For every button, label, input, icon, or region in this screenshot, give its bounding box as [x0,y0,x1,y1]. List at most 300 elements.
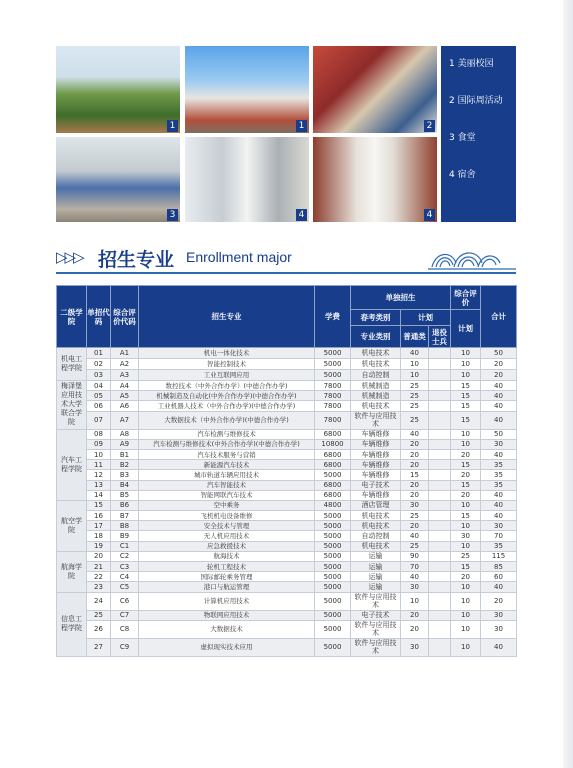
veteran-cell [429,490,451,500]
veteran-cell [429,638,451,656]
total-cell: 35 [481,480,517,490]
fee-cell: 5000 [315,470,351,480]
major-cell: 工业机器人技术（中外合作办学)(中德合作办学) [139,401,315,411]
fee-cell: 5000 [315,551,351,561]
veteran-cell [429,359,451,370]
fee-cell: 5000 [315,511,351,521]
veteran-cell [429,610,451,620]
code-cell: 23 [87,582,111,592]
plan-cell: 15 [451,460,481,470]
table-row [57,582,517,592]
category-cell: 电子技术 [351,610,401,620]
total-cell: 40 [481,511,517,521]
code-cell: 17 [87,521,111,531]
eval-code-cell: B1 [111,449,139,459]
regular-cell: 10 [401,370,429,381]
code-cell: 21 [87,562,111,572]
regular-cell: 40 [401,348,429,359]
major-cell: 轮机工程技术 [139,562,315,572]
fee-cell: 4800 [315,500,351,510]
plan-cell: 15 [451,401,481,411]
category-cell: 机电技术 [351,511,401,521]
major-cell: 应急救援技术 [139,541,315,551]
major-cell: 飞机机电设备维修 [139,511,315,521]
table-row [57,572,517,582]
fee-cell: 5000 [315,638,351,656]
eval-code-cell: C2 [111,551,139,561]
code-cell: 09 [87,439,111,449]
eval-code-cell: C3 [111,562,139,572]
header-eval-code: 综合评价代码 [111,286,139,348]
fee-cell: 6800 [315,460,351,470]
major-cell: 航海技术 [139,551,315,561]
veteran-cell [429,429,451,439]
veteran-cell [429,592,451,610]
code-cell: 19 [87,541,111,551]
veteran-cell [429,460,451,470]
eval-code-cell: C5 [111,582,139,592]
table-row [57,480,517,490]
eval-code-cell: B4 [111,480,139,490]
code-cell: 13 [87,480,111,490]
major-cell: 汽车检测与维修技术(中外合作办学)(中德合作办学) [139,439,315,449]
campus-photo [56,46,180,133]
category-cell: 机电技术 [351,541,401,551]
college-cell: 航海学院 [57,551,87,592]
header-plan2: 计划 [451,310,481,348]
college-cell: 机电工程学院 [57,348,87,381]
major-cell: 安全技术与管理 [139,521,315,531]
plan-cell: 25 [451,551,481,561]
code-cell: 18 [87,531,111,541]
code-cell: 25 [87,610,111,620]
regular-cell: 30 [401,582,429,592]
category-cell: 酒店管理 [351,500,401,510]
category-cell: 机械制造 [351,391,401,401]
total-cell: 40 [481,401,517,411]
category-cell: 自动控制 [351,531,401,541]
table-body [57,348,517,657]
code-cell: 10 [87,449,111,459]
plan-cell: 20 [451,572,481,582]
fee-cell: 10800 [315,439,351,449]
eval-code-cell: B5 [111,490,139,500]
veteran-cell [429,541,451,551]
plan-cell: 15 [451,562,481,572]
plan-cell: 10 [451,582,481,592]
eval-code-cell: C4 [111,572,139,582]
eval-code-cell: A7 [111,411,139,429]
eval-code-cell: A1 [111,348,139,359]
regular-cell: 20 [401,521,429,531]
total-cell: 40 [481,638,517,656]
eval-code-cell: A3 [111,370,139,381]
category-cell: 自动控制 [351,370,401,381]
college-cell: 航空学院 [57,500,87,551]
header-total: 合计 [481,286,517,348]
eval-code-cell: A5 [111,391,139,401]
veteran-cell [429,470,451,480]
total-cell: 40 [481,391,517,401]
total-cell: 115 [481,551,517,561]
total-cell: 30 [481,521,517,531]
major-cell: 大数据技术（中外合作办学)(中德合作办学) [139,411,315,429]
eval-code-cell: B2 [111,460,139,470]
fee-cell: 7800 [315,401,351,411]
veteran-cell [429,500,451,510]
table-row [57,500,517,510]
triple-arrow-icon: ▷▷▷ [56,248,82,266]
category-cell: 机电技术 [351,359,401,370]
total-cell: 35 [481,460,517,470]
campus-photo-grid [56,46,516,222]
code-cell: 26 [87,620,111,638]
section-title [56,243,516,273]
code-cell: 08 [87,429,111,439]
veteran-cell [429,551,451,561]
category-cell: 软件与应用技术 [351,620,401,638]
fee-cell: 7800 [315,411,351,429]
table-row [57,490,517,500]
header-fee: 学费 [315,286,351,348]
veteran-cell [429,582,451,592]
code-cell: 20 [87,551,111,561]
legend-item: 4 宿舍 [449,170,476,180]
table-row [57,638,517,656]
category-cell: 运输 [351,582,401,592]
major-cell: 新能源汽车技术 [139,460,315,470]
eval-code-cell: C1 [111,541,139,551]
header-plan: 计划 [401,310,451,326]
title-underline [56,272,516,274]
plan-cell: 10 [451,370,481,381]
regular-cell: 20 [401,620,429,638]
total-cell: 40 [481,490,517,500]
plan-cell: 20 [451,449,481,459]
fee-cell: 5000 [315,572,351,582]
plan-cell: 10 [451,439,481,449]
total-cell: 30 [481,610,517,620]
major-cell: 大数据技术 [139,620,315,638]
regular-cell: 30 [401,500,429,510]
section-title-cn: 招生专业 [98,249,175,271]
major-cell: 机械制造及自动化(中外合作办学)(中德合作办学) [139,391,315,401]
regular-cell: 25 [401,401,429,411]
major-cell: 虚拟现实技术应用 [139,638,315,656]
international-week-photo [313,46,437,133]
photo-number: 4 [296,209,307,221]
code-cell: 07 [87,411,111,429]
regular-cell: 20 [401,610,429,620]
total-cell: 35 [481,541,517,551]
plan-cell: 10 [451,521,481,531]
category-cell: 车辆维修 [351,449,401,459]
major-cell: 港口与航运管理 [139,582,315,592]
page-edge-shadow [563,0,573,768]
eval-code-cell: B8 [111,521,139,531]
photo-number: 1 [296,120,307,132]
table-row [57,381,517,391]
fee-cell: 5000 [315,562,351,572]
veteran-cell [429,562,451,572]
code-cell: 06 [87,401,111,411]
major-cell: 国际邮轮乘务管理 [139,572,315,582]
major-cell: 机电一体化技术 [139,348,315,359]
total-cell: 40 [481,449,517,459]
college-cell: 汽车工程学院 [57,429,87,500]
total-cell: 50 [481,429,517,439]
plan-cell: 10 [451,541,481,551]
regular-cell: 40 [401,429,429,439]
code-cell: 11 [87,460,111,470]
category-cell: 运输 [351,562,401,572]
category-cell: 机电技术 [351,401,401,411]
veteran-cell [429,381,451,391]
regular-cell: 25 [401,381,429,391]
total-cell: 50 [481,348,517,359]
code-cell: 27 [87,638,111,656]
code-cell: 03 [87,370,111,381]
eval-code-cell: A4 [111,381,139,391]
plan-cell: 15 [451,381,481,391]
table-row [57,359,517,370]
major-cell: 空中乘务 [139,500,315,510]
category-cell: 机电技术 [351,348,401,359]
major-cell: 计算机应用技术 [139,592,315,610]
code-cell: 05 [87,391,111,401]
regular-cell: 20 [401,439,429,449]
eval-code-cell: B7 [111,511,139,521]
total-cell: 60 [481,572,517,582]
total-cell: 40 [481,500,517,510]
veteran-cell [429,401,451,411]
eval-code-cell: A8 [111,429,139,439]
fee-cell: 5000 [315,370,351,381]
category-cell: 运输 [351,551,401,561]
fee-cell: 6800 [315,480,351,490]
total-cell: 35 [481,470,517,480]
veteran-cell [429,348,451,359]
table-row [57,470,517,480]
veteran-cell [429,370,451,381]
veteran-cell [429,411,451,429]
eval-code-cell: C8 [111,620,139,638]
total-cell: 30 [481,620,517,638]
major-cell: 汽车检测与维修技术 [139,429,315,439]
regular-cell: 20 [401,490,429,500]
fee-cell: 6800 [315,490,351,500]
category-cell: 电子技术 [351,480,401,490]
veteran-cell [429,449,451,459]
enrollment-table [56,285,517,657]
table-row [57,521,517,531]
fee-cell: 7800 [315,391,351,401]
table-row [57,439,517,449]
plan-cell: 15 [451,511,481,521]
eval-code-cell: B9 [111,531,139,541]
major-cell: 智能控制技术 [139,359,315,370]
fee-cell: 5000 [315,620,351,638]
regular-cell: 10 [401,359,429,370]
table-row [57,620,517,638]
dormitory-corridor-photo [313,137,437,222]
plan-cell: 30 [451,531,481,541]
photo-number: 3 [167,209,178,221]
table-row [57,592,517,610]
plan-cell: 10 [451,359,481,370]
eval-code-cell: B6 [111,500,139,510]
table-row [57,401,517,411]
regular-cell: 40 [401,572,429,582]
category-cell: 车辆维修 [351,470,401,480]
plan-cell: 10 [451,638,481,656]
plan-cell: 15 [451,411,481,429]
category-cell: 软件与应用技术 [351,411,401,429]
total-cell: 30 [481,439,517,449]
photo-number: 4 [424,209,435,221]
veteran-cell [429,391,451,401]
regular-cell: 20 [401,480,429,490]
regular-cell: 20 [401,449,429,459]
category-cell: 车辆维修 [351,460,401,470]
table-row [57,511,517,521]
veteran-cell [429,521,451,531]
legend-item: 3 食堂 [449,133,476,143]
table-row [57,541,517,551]
eval-code-cell: C6 [111,592,139,610]
fee-cell: 6800 [315,429,351,439]
table-row [57,449,517,459]
photo-number: 1 [167,120,178,132]
fee-cell: 5000 [315,582,351,592]
regular-cell: 70 [401,562,429,572]
header-veteran: 退役士兵 [429,326,451,348]
category-cell: 软件与应用技术 [351,592,401,610]
table-row [57,610,517,620]
major-cell: 汽车技术服务与营销 [139,449,315,459]
code-cell: 01 [87,348,111,359]
code-cell: 04 [87,381,111,391]
category-cell: 机械制造 [351,381,401,391]
code-cell: 24 [87,592,111,610]
veteran-cell [429,572,451,582]
veteran-cell [429,480,451,490]
fee-cell: 5000 [315,610,351,620]
major-cell: 无人机应用技术 [139,531,315,541]
total-cell: 40 [481,381,517,391]
table-row [57,348,517,359]
code-cell: 22 [87,572,111,582]
eval-code-cell: A9 [111,439,139,449]
total-cell: 70 [481,531,517,541]
fee-cell: 6800 [315,449,351,459]
canteen-photo [56,137,180,222]
section-title-en: Enrollment major [186,249,292,265]
major-cell: 工业互联网应用 [139,370,315,381]
fee-cell: 5000 [315,359,351,370]
code-cell: 16 [87,511,111,521]
legend-item: 2 国际周活动 [449,96,503,106]
veteran-cell [429,511,451,521]
college-cell: 信息工程学院 [57,592,87,656]
code-cell: 02 [87,359,111,370]
plan-cell: 10 [451,429,481,439]
veteran-cell [429,531,451,541]
regular-cell: 40 [401,531,429,541]
regular-cell: 25 [401,411,429,429]
photo-legend [441,46,516,222]
veteran-cell [429,620,451,638]
header-code: 单招代码 [87,286,111,348]
table-row [57,370,517,381]
table-row [57,429,517,439]
eval-code-cell: A2 [111,359,139,370]
major-cell: 物联网应用技术 [139,610,315,620]
total-cell: 40 [481,582,517,592]
photo-number: 2 [424,120,435,132]
table-row [57,411,517,429]
code-cell: 15 [87,500,111,510]
category-cell: 软件与应用技术 [351,638,401,656]
regular-cell: 25 [401,541,429,551]
regular-cell: 15 [401,470,429,480]
regular-cell: 25 [401,511,429,521]
eval-code-cell: B3 [111,470,139,480]
major-cell: 城市轨道车辆应用技术 [139,470,315,480]
waves-icon [428,243,516,271]
major-cell: 数控技术（中外合作办学）(中德合作办学) [139,381,315,391]
header-category: 专业类别 [351,326,401,348]
table-row [57,460,517,470]
header-major: 招生专业 [139,286,315,348]
plan-cell: 10 [451,348,481,359]
major-cell: 汽车智能技术 [139,480,315,490]
category-cell: 车辆维修 [351,439,401,449]
table-row [57,391,517,401]
total-cell: 40 [481,411,517,429]
code-cell: 12 [87,470,111,480]
code-cell: 14 [87,490,111,500]
plan-cell: 20 [451,470,481,480]
plan-cell: 10 [451,500,481,510]
total-cell: 20 [481,359,517,370]
total-cell: 85 [481,562,517,572]
category-cell: 车辆维修 [351,429,401,439]
header-independent: 单独招生 [351,286,451,310]
eval-code-cell: C9 [111,638,139,656]
fee-cell: 7800 [315,381,351,391]
legend-item: 1 美丽校园 [449,59,494,69]
fee-cell: 5000 [315,348,351,359]
eval-code-cell: A6 [111,401,139,411]
regular-cell: 30 [401,638,429,656]
regular-cell: 10 [401,592,429,610]
header-college: 二级学院 [57,286,87,348]
total-cell: 20 [481,592,517,610]
table-row [57,551,517,561]
eval-code-cell: C7 [111,610,139,620]
campus-gate-photo [185,46,309,133]
fee-cell: 5000 [315,531,351,541]
category-cell: 机电技术 [351,521,401,531]
fee-cell: 5000 [315,592,351,610]
header-spring: 春考类别 [351,310,401,326]
table-row [57,562,517,572]
regular-cell: 90 [401,551,429,561]
table-row [57,531,517,541]
plan-cell: 10 [451,592,481,610]
fee-cell: 5000 [315,521,351,531]
